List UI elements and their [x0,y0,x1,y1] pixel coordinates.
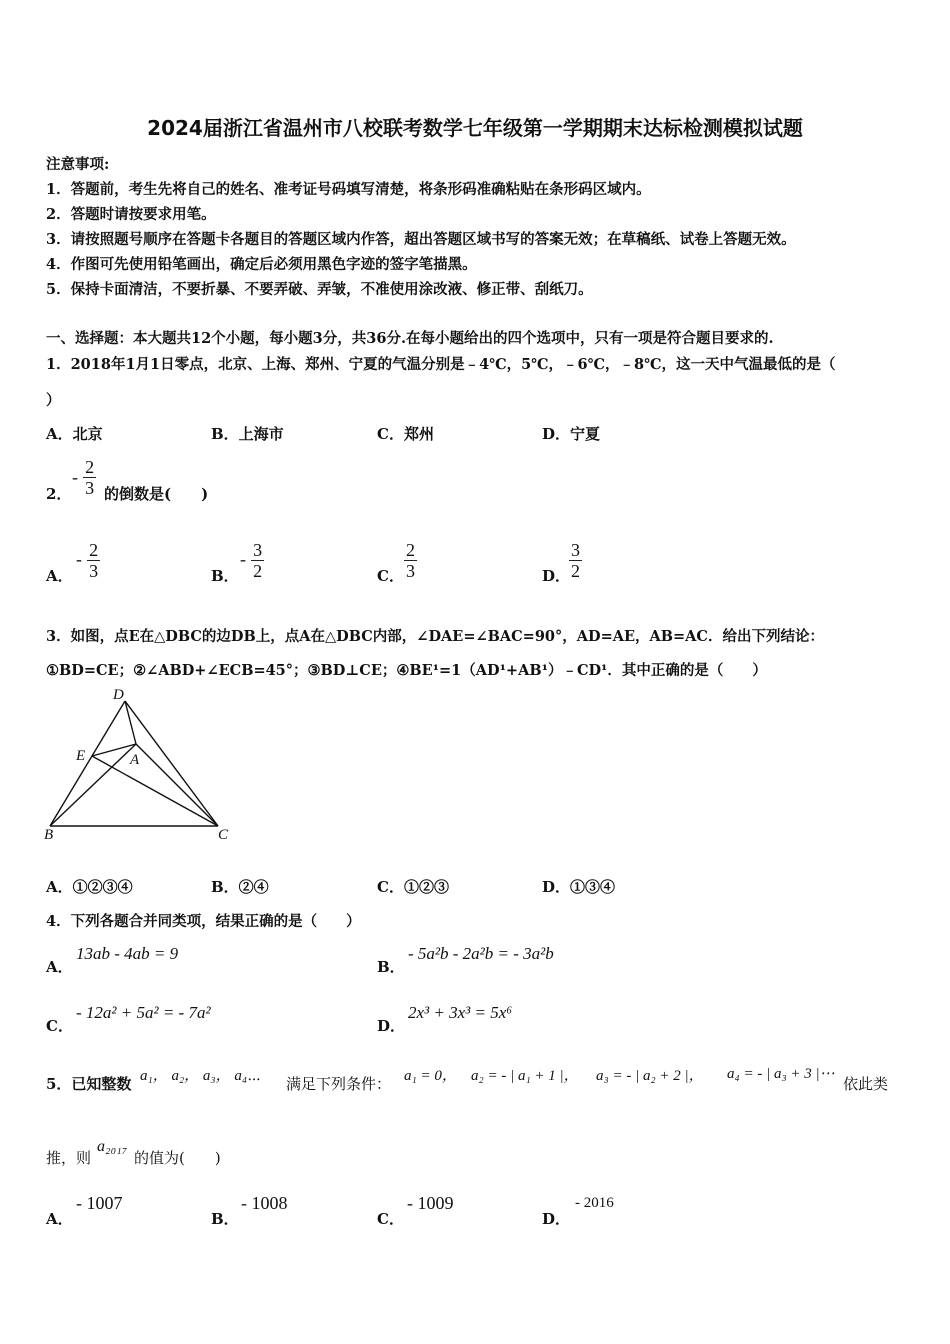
page-title: 2024届浙江省温州市八校联考数学七年级第一学期期末达标检测模拟试题 [147,116,803,140]
q4-option-b[interactable]: - 5a²b - 2a²b = - 3a²b [408,944,554,963]
q1-stem: 1．2018年1月1日零点，北京、上海、郑州、宁夏的气温分别是﹣4℃，5℃，﹣6℃，﹣8℃，这一天中气温最低的是（ [46,356,836,373]
q5-option-c[interactable]: - 1009 [407,1193,454,1213]
q3-stem: 3．如图，点E在△DBC的边DB上，点A在△DBC内部，∠DAE=∠BAC=90°，AD=AE，AB=AC．给出下列结论： [46,628,824,645]
q3-option-c[interactable]: C．①②③ [377,878,449,896]
q5-line2-start: 推，则 [46,1149,92,1167]
q2-option-d[interactable]: $\frac{3}{2}$ [571,540,580,581]
q5-line2-end: 的值为( ) [134,1149,221,1167]
q3-option-d[interactable]: D．①③④ [542,878,616,896]
q5-condition-2: a₂ = - | a₁ + 1 |， [471,1068,579,1084]
q4-option-d[interactable]: 2x³ + 3x³ = 5x⁶ [408,1003,513,1022]
q4-option-c[interactable]: - 12a² + 5a² = - 7a² [76,1003,211,1022]
q2-option-a[interactable]: - $\frac{2}{3}$ [76,540,99,581]
q5-condition-4: a₄ = - | a₃ + 3 |⋯ [727,1066,835,1082]
q3-option-a[interactable]: A．①②③④ [46,878,133,896]
q1-stem-end: ） [46,392,61,409]
edge-DB [50,701,125,826]
q2-option-a-label[interactable]: A． [46,567,73,585]
label-E: E [76,748,86,764]
label-A: A [130,752,140,768]
triangle-figure [40,684,240,844]
q5-condition-1: a₁ = 0， [404,1068,457,1084]
q1-option-d[interactable]: D．宁夏 [542,425,601,443]
notice-item: 2．答题时请按要求用笔。 [46,206,216,223]
q5-sequence: a₁， a₂， a₃， a₄⋯ [140,1068,261,1084]
q2-option-c[interactable]: $\frac{2}{3}$ [406,540,415,581]
q4-option-b-label[interactable]: B． [377,958,405,976]
notice-item: 4．作图可先使用铅笔画出，确定后必须用黑色字迹的签字笔描黑。 [46,256,477,273]
label-C: C [218,827,229,843]
q5-option-b-label[interactable]: B． [211,1210,239,1228]
notice-heading: 注意事项: [46,156,110,173]
edge-EC [92,756,218,826]
q1-option-a[interactable]: A．北京 [46,425,103,443]
notice-item: 3．请按照题号顺序在答题卡各题目的答题区域内作答，超出答题区域书写的答案无效；在草稿纸、试卷上答题无效。 [46,231,796,248]
q5-suffix: 依此类 [843,1075,889,1093]
q5-option-d[interactable]: - 2016 [575,1195,614,1211]
edge-AC [136,744,218,826]
q2-number: 2． [46,485,72,503]
q3-option-b[interactable]: B．②④ [211,878,269,896]
q5-option-a-label[interactable]: A． [46,1210,73,1228]
q4-stem: 4．下列各题合并同类项，结果正确的是（ ） [46,913,361,930]
notice-item: 5．保持卡面清洁，不要折暴、不要弄破、弄皱，不准使用涂改液、修正带、刮纸刀。 [46,281,593,298]
q3-conclusions: ①BD=CE；②∠ABD+∠ECB=45°；③BD⊥CE；④BE¹=1（AD¹+AB¹）﹣CD¹．其中正确的是（ ） [46,662,767,679]
q2-stem-fraction: - $\frac{2}{3}$ [72,457,95,498]
label-D: D [113,687,124,703]
q5-condition-label: 满足下列条件： [286,1075,392,1093]
q5-a2017: a₂₀₁₇ [97,1138,128,1155]
q2-option-c-label[interactable]: C． [377,567,404,585]
q4-option-a-label[interactable]: A． [46,958,73,976]
q5-condition-3: a₃ = - | a₂ + 2 |， [596,1068,704,1084]
q2-stem-text: 的倒数是( ) [104,485,209,503]
q1-option-c[interactable]: C．郑州 [377,425,434,443]
q5-option-c-label[interactable]: C． [377,1210,404,1228]
q5-option-a[interactable]: - 1007 [76,1193,123,1213]
q2-option-b[interactable]: - $\frac{3}{2}$ [240,540,263,581]
q5-option-d-label[interactable]: D． [542,1210,571,1228]
label-B: B [44,827,54,843]
q4-option-a[interactable]: 13ab - 4ab = 9 [76,944,179,963]
q5-option-b[interactable]: - 1008 [241,1193,288,1213]
notice-item: 1．答题前，考生先将自己的姓名、准考证号码填写清楚，将条形码准确粘贴在条形码区域内。 [46,181,651,198]
q2-option-b-label[interactable]: B． [211,567,239,585]
q1-option-b[interactable]: B．上海市 [211,425,284,443]
q2-option-d-label[interactable]: D． [542,567,571,585]
section-heading: 一、选择题：本大题共12个小题，每小题3分，共36分.在每小题给出的四个选项中，只有一项是符合题目要求的. [46,330,774,347]
q4-option-c-label[interactable]: C． [46,1017,73,1035]
q4-option-d-label[interactable]: D． [377,1017,406,1035]
q5-prefix: 5．已知整数 [46,1075,132,1093]
